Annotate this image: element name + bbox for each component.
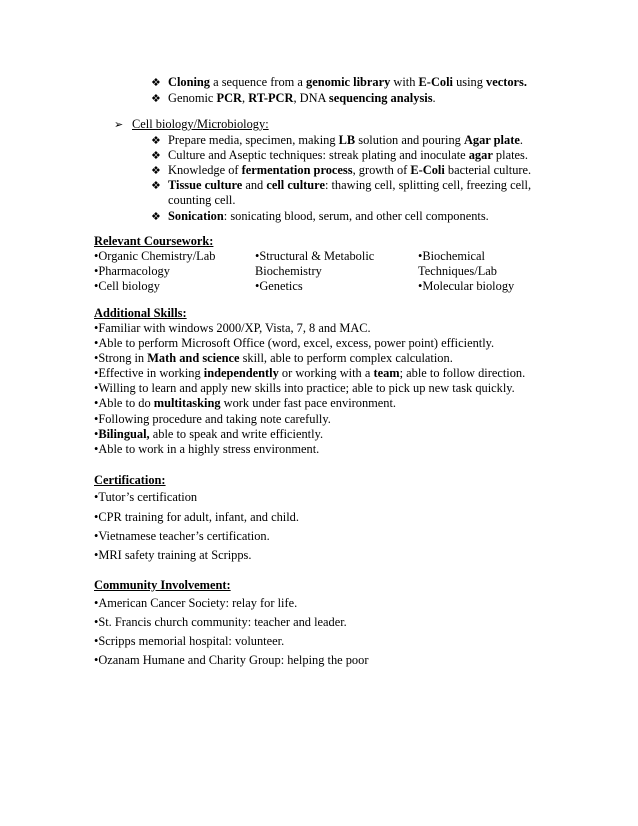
course-item: •Molecular biology (418, 279, 515, 293)
cell-biology-list (151, 133, 532, 224)
rich-text (168, 148, 528, 162)
bold-text: Bilingual, (98, 427, 150, 441)
text-segment: , DNA (293, 91, 329, 105)
community-item: •St. Francis church community: teacher and leader. (94, 615, 347, 629)
bold-text: Cloning (168, 75, 211, 89)
rich-text (98, 442, 319, 456)
skill-item: •Able to work in a highly stress environment. (94, 442, 320, 456)
text-segment: and (242, 178, 267, 192)
text-segment: Strong in (98, 351, 148, 365)
bold-text: cell culture (266, 178, 325, 192)
bold-text: PCR (216, 91, 242, 105)
bold-text: Agar plate (463, 133, 520, 147)
text-segment: ; able to follow direction. (399, 366, 526, 380)
bold-text: independently (203, 366, 279, 380)
diamond-bullet-icon: ❖ (151, 210, 161, 223)
bold-text: multitasking (153, 396, 221, 410)
skill-item: •Strong in Math and science skill, able to perform complex calculation. (94, 351, 453, 365)
course-item: •Genetics (255, 279, 303, 293)
skill-item: •Following procedure and taking note carefully. (94, 412, 331, 426)
text-segment: Genomic (168, 91, 217, 105)
rich-text (98, 351, 452, 365)
text-segment: with (390, 75, 419, 89)
list-item (151, 148, 531, 163)
community-item: •Ozanam Humane and Charity Group: helping the poor (94, 653, 369, 667)
bold-text: RT-PCR (248, 91, 294, 105)
continuation-text: counting cell. (168, 193, 236, 207)
course-item: Techniques/Lab (418, 264, 497, 278)
text-segment: work under fast pace environment. (220, 396, 397, 410)
certification-item: •Tutor’s certification (94, 490, 198, 504)
text-segment: Culture and Aseptic techniques: streak plating and inoculate (168, 148, 469, 162)
text-segment: Able to perform Microsoft Office (word, excel, excess, power point) efficiently. (98, 336, 495, 350)
bold-text: E-Coli (410, 163, 445, 177)
top-skill-list (151, 75, 527, 107)
skills-heading: Additional Skills: (94, 306, 187, 320)
bold-text: agar (468, 148, 493, 162)
text-segment: solution and pouring (355, 133, 464, 147)
text-segment: using (452, 75, 487, 89)
text-segment: plates. (492, 148, 528, 162)
coursework-col-3 (418, 249, 514, 294)
skill-item: •Bilingual, able to speak and write efficiently. (94, 427, 324, 441)
rich-text (168, 133, 523, 147)
text-segment: . (519, 133, 523, 147)
text-segment: able to speak and write efficiently. (149, 427, 324, 441)
list-item (151, 133, 531, 148)
text-segment: , (242, 91, 249, 105)
list-item (151, 91, 527, 107)
list-item (151, 209, 531, 224)
bold-text: team (373, 366, 400, 380)
text-segment: Familiar with windows 2000/XP, Vista, 7, 8 and MAC. (98, 321, 371, 335)
section-title-row (114, 117, 269, 133)
text-segment: Willing to learn and apply new skills into practice; able to pick up new task quickly. (98, 381, 515, 395)
skill-item: •Familiar with windows 2000/XP, Vista, 7, 8 and MAC. (94, 321, 371, 335)
coursework-heading: Relevant Coursework: (94, 234, 214, 248)
certification-item: •CPR training for adult, infant, and child. (94, 510, 299, 524)
rich-text (98, 336, 494, 350)
certification-heading: Certification: (94, 473, 166, 487)
list-item-continuation (168, 193, 531, 209)
rich-text (98, 381, 514, 395)
bold-text: LB (338, 133, 356, 147)
community-heading: Community Involvement: (94, 578, 231, 592)
text-segment: : thawing cell, splitting cell, freezing cell, (324, 178, 532, 192)
skill-item: •Effective in working independently or working with a team; able to follow direction. (94, 366, 526, 380)
diamond-bullet-icon: ❖ (151, 134, 161, 147)
rich-text (98, 366, 525, 380)
course-item: •Structural & Metabolic (255, 249, 375, 263)
text-segment: Knowledge of (168, 163, 242, 177)
text-segment: skill, able to perform complex calculation. (239, 351, 453, 365)
text-segment: Following procedure and taking note carefully. (98, 412, 331, 426)
bold-text: fermentation process (241, 163, 353, 177)
rich-text (168, 75, 527, 89)
text-segment: . (432, 91, 436, 105)
course-item: •Pharmacology (94, 264, 170, 278)
skill-item: •Able to do multitasking work under fast pace environment. (94, 396, 397, 410)
list-item (151, 163, 532, 178)
diamond-bullet-icon: ❖ (151, 179, 161, 192)
rich-text (168, 209, 489, 223)
cell-biology-section (114, 117, 269, 133)
bold-text: vectors. (486, 75, 527, 89)
community-item: •Scripps memorial hospital: volunteer. (94, 634, 285, 648)
bold-text: E-Coli (418, 75, 453, 89)
certification-item: •Vietnamese teacher’s certification. (94, 529, 270, 543)
rich-text (98, 412, 330, 426)
certification-item: •MRI safety training at Scripps. (94, 548, 252, 562)
rich-text (98, 321, 370, 335)
diamond-bullet-icon: ❖ (151, 149, 161, 162)
rich-text (168, 91, 436, 105)
text-segment: Able to do (98, 396, 154, 410)
coursework-col-1 (94, 249, 215, 294)
rich-text (168, 163, 531, 177)
skill-item: •Able to perform Microsoft Office (word, excel, excess, power point) efficiently. (94, 336, 495, 350)
course-item: •Organic Chemistry/Lab (94, 249, 216, 263)
text-segment: or working with a (278, 366, 374, 380)
course-item: •Biochemical (418, 249, 485, 263)
cell-biology-title: Cell biology/Microbiology: (132, 117, 269, 131)
text-segment: Able to work in a highly stress environment. (98, 442, 320, 456)
bold-text: genomic library (306, 75, 391, 89)
arrow-bullet-icon: ➢ (114, 118, 124, 131)
coursework-col-2 (255, 249, 374, 294)
list-item (151, 75, 527, 91)
text-segment: bacterial culture. (444, 163, 532, 177)
bold-text: Math and science (147, 351, 240, 365)
diamond-bullet-icon: ❖ (151, 92, 161, 105)
course-item: Biochemistry (255, 264, 322, 278)
bold-text: Sonication (168, 209, 224, 223)
text-segment: Effective in working (98, 366, 204, 380)
rich-text (98, 396, 396, 410)
diamond-bullet-icon: ❖ (151, 76, 161, 89)
text-segment: a sequence from a (210, 75, 306, 89)
text-segment: Prepare media, specimen, making (168, 133, 339, 147)
rich-text (98, 427, 323, 441)
diamond-bullet-icon: ❖ (151, 164, 161, 177)
rich-text (168, 178, 531, 192)
text-segment: : sonicating blood, serum, and other cell components. (223, 209, 489, 223)
text-segment: , growth of (352, 163, 411, 177)
bold-text: Tissue culture (168, 178, 243, 192)
list-item (151, 178, 532, 193)
bold-text: sequencing analysis (328, 91, 433, 105)
community-item: •American Cancer Society: relay for life. (94, 596, 298, 610)
course-item: •Cell biology (94, 279, 160, 293)
skill-item: •Willing to learn and apply new skills into practice; able to pick up new task quickly. (94, 381, 515, 395)
